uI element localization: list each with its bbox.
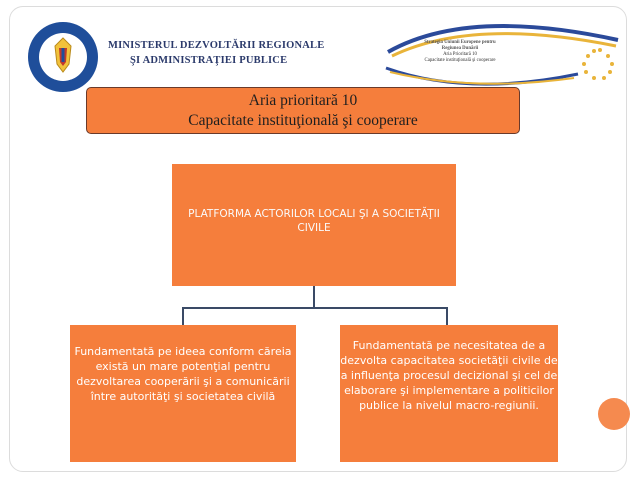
- priority-area-header: [86, 87, 520, 134]
- strategy-line-3: Aria Prioritară 10: [443, 52, 477, 57]
- platform-box: PLATFORMA ACTORILOR LOCALI ŞI A SOCIETĂŢII CIVILE: [172, 164, 456, 286]
- connector-left-drop: [182, 307, 184, 325]
- strategy-line-1: Strategia Uniunii Europene pentru: [424, 40, 496, 45]
- ministry-line-2: ŞI ADMINISTRAŢIEI PUBLICE: [130, 55, 288, 66]
- ministry-line-1: MINISTERUL DEZVOLTĂRII REGIONALE: [108, 40, 325, 51]
- connector-horizontal: [182, 307, 448, 309]
- government-seal-icon: [26, 14, 112, 94]
- strategy-line-4: Capacitate instituţională şi cooperare: [424, 58, 496, 63]
- strategy-logo-text: [390, 40, 530, 64]
- right-foundation-box: Fundamentată pe necesitatea de a dezvolta capacitatea societăţii civile de a influenţa procesul decizional şi cel de elaborare şi implementare a politicilor publice la nivelul macro-regiunii.: [340, 325, 558, 462]
- connector-vertical-top: [313, 286, 315, 308]
- connector-right-drop: [446, 307, 448, 325]
- header-line-2: Capacitate instituţională şi cooperare: [188, 112, 418, 129]
- left-foundation-box: Fundamentată pe ideea conform căreia există un mare potenţial pentru dezvoltarea cooperării şi a comunicării între autorităţi şi societatea civilă: [70, 325, 296, 462]
- header-line-1: Aria prioritară 10: [248, 92, 358, 109]
- decorative-circle: [598, 398, 630, 430]
- ministry-name: [108, 38, 378, 68]
- strategy-line-2: Regiunea Dunării: [441, 46, 479, 51]
- seal-text: GUVERNUL ROMÂNIEI: [26, 14, 112, 22]
